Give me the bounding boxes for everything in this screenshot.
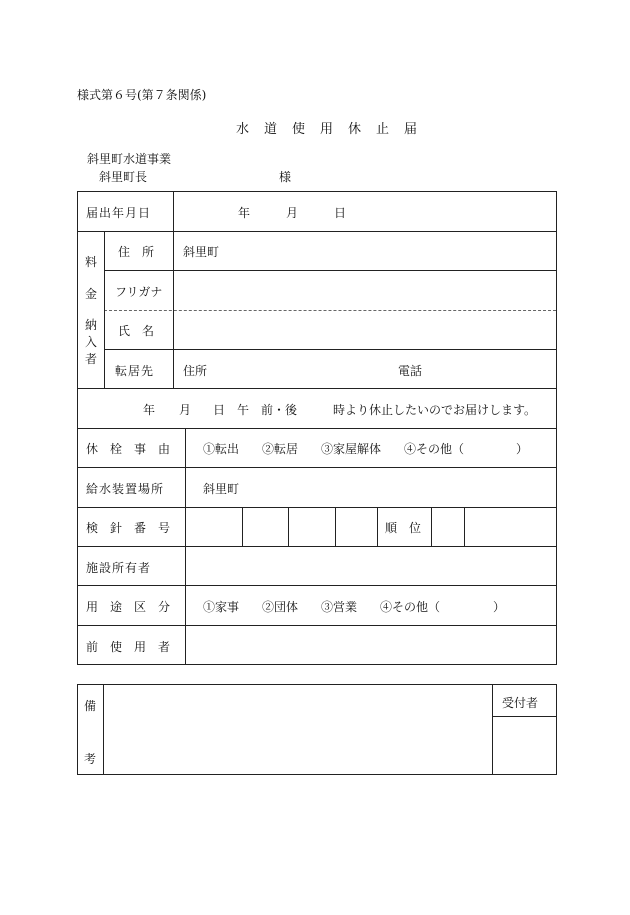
remarks-char-1: 備 — [84, 699, 97, 713]
payer-char-5: 者 — [85, 352, 98, 366]
reason-option-4[interactable]: ④その他（ — [404, 442, 465, 456]
reason-option-4-close: ） — [516, 442, 529, 456]
usage-option-4-close: ） — [493, 600, 506, 614]
meter-order-label: 順 位 — [385, 521, 422, 535]
date-month: 月 — [286, 206, 299, 220]
notice-text: 時より休止したいのでお届けします。 — [333, 403, 537, 417]
meter-label: 検 針 番 号 — [86, 521, 171, 535]
supply-location-label: 給水装置場所 — [86, 482, 165, 496]
remarks-field[interactable] — [105, 686, 490, 772]
addressee-org: 斜里町水道事業 — [87, 152, 172, 166]
date-field[interactable] — [190, 196, 550, 226]
payer-char-3: 納 — [85, 318, 98, 332]
relocation-address-label: 住所 — [183, 364, 208, 378]
reason-option-3[interactable]: ③家屋解体 — [321, 442, 382, 456]
usage-label: 用 途 区 分 — [86, 600, 171, 614]
facility-owner-label: 施設所有者 — [86, 561, 152, 575]
reason-option-1[interactable]: ①転出 — [203, 442, 240, 456]
payer-furigana-label: フリガナ — [115, 285, 163, 299]
receiver-label: 受付者 — [502, 696, 539, 710]
notice-month: 月 — [179, 403, 192, 417]
usage-option-3[interactable]: ③営業 — [321, 600, 358, 614]
notice-ampm: 午 前・後 — [237, 403, 298, 417]
addressee-name: 斜里町長 — [99, 170, 148, 184]
meter-order-field[interactable] — [432, 508, 555, 545]
payer-char-2: 金 — [85, 287, 98, 301]
meter-number-field[interactable] — [186, 508, 376, 545]
payer-name-label: 氏 名 — [118, 324, 155, 338]
notice-day: 日 — [213, 403, 226, 417]
usage-option-2[interactable]: ②団体 — [262, 600, 299, 614]
facility-owner-field[interactable] — [186, 548, 555, 584]
reason-label: 休 栓 事 由 — [86, 442, 171, 456]
usage-option-4[interactable]: ④その他（ — [380, 600, 441, 614]
payer-address-label: 住 所 — [118, 245, 155, 259]
payer-name-field[interactable] — [178, 314, 550, 346]
remarks-char-2: 考 — [84, 752, 97, 766]
date-year: 年 — [238, 206, 251, 220]
receiver-stamp-field[interactable] — [494, 718, 555, 772]
addressee-honorific: 様 — [279, 170, 292, 184]
supply-location-value[interactable]: 斜里町 — [203, 482, 240, 496]
notice-year: 年 — [143, 403, 156, 417]
payer-char-1: 料 — [85, 255, 98, 269]
date-day: 日 — [334, 206, 347, 220]
relocation-label: 転居先 — [115, 364, 155, 378]
relocation-phone-label: 電話 — [398, 364, 423, 378]
payer-char-4: 入 — [85, 335, 98, 349]
page-title: 水 道 使 用 休 止 届 — [236, 122, 419, 137]
payer-furigana-field[interactable] — [178, 274, 550, 306]
reason-option-2[interactable]: ②転居 — [262, 442, 299, 456]
date-label: 届出年月日 — [86, 206, 152, 220]
form-number: 様式第６号(第７条関係) — [77, 88, 207, 102]
usage-option-1[interactable]: ①家事 — [203, 600, 240, 614]
previous-user-field[interactable] — [186, 627, 555, 663]
payer-address-value[interactable]: 斜里町 — [183, 245, 220, 259]
previous-user-label: 前 使 用 者 — [86, 640, 171, 654]
